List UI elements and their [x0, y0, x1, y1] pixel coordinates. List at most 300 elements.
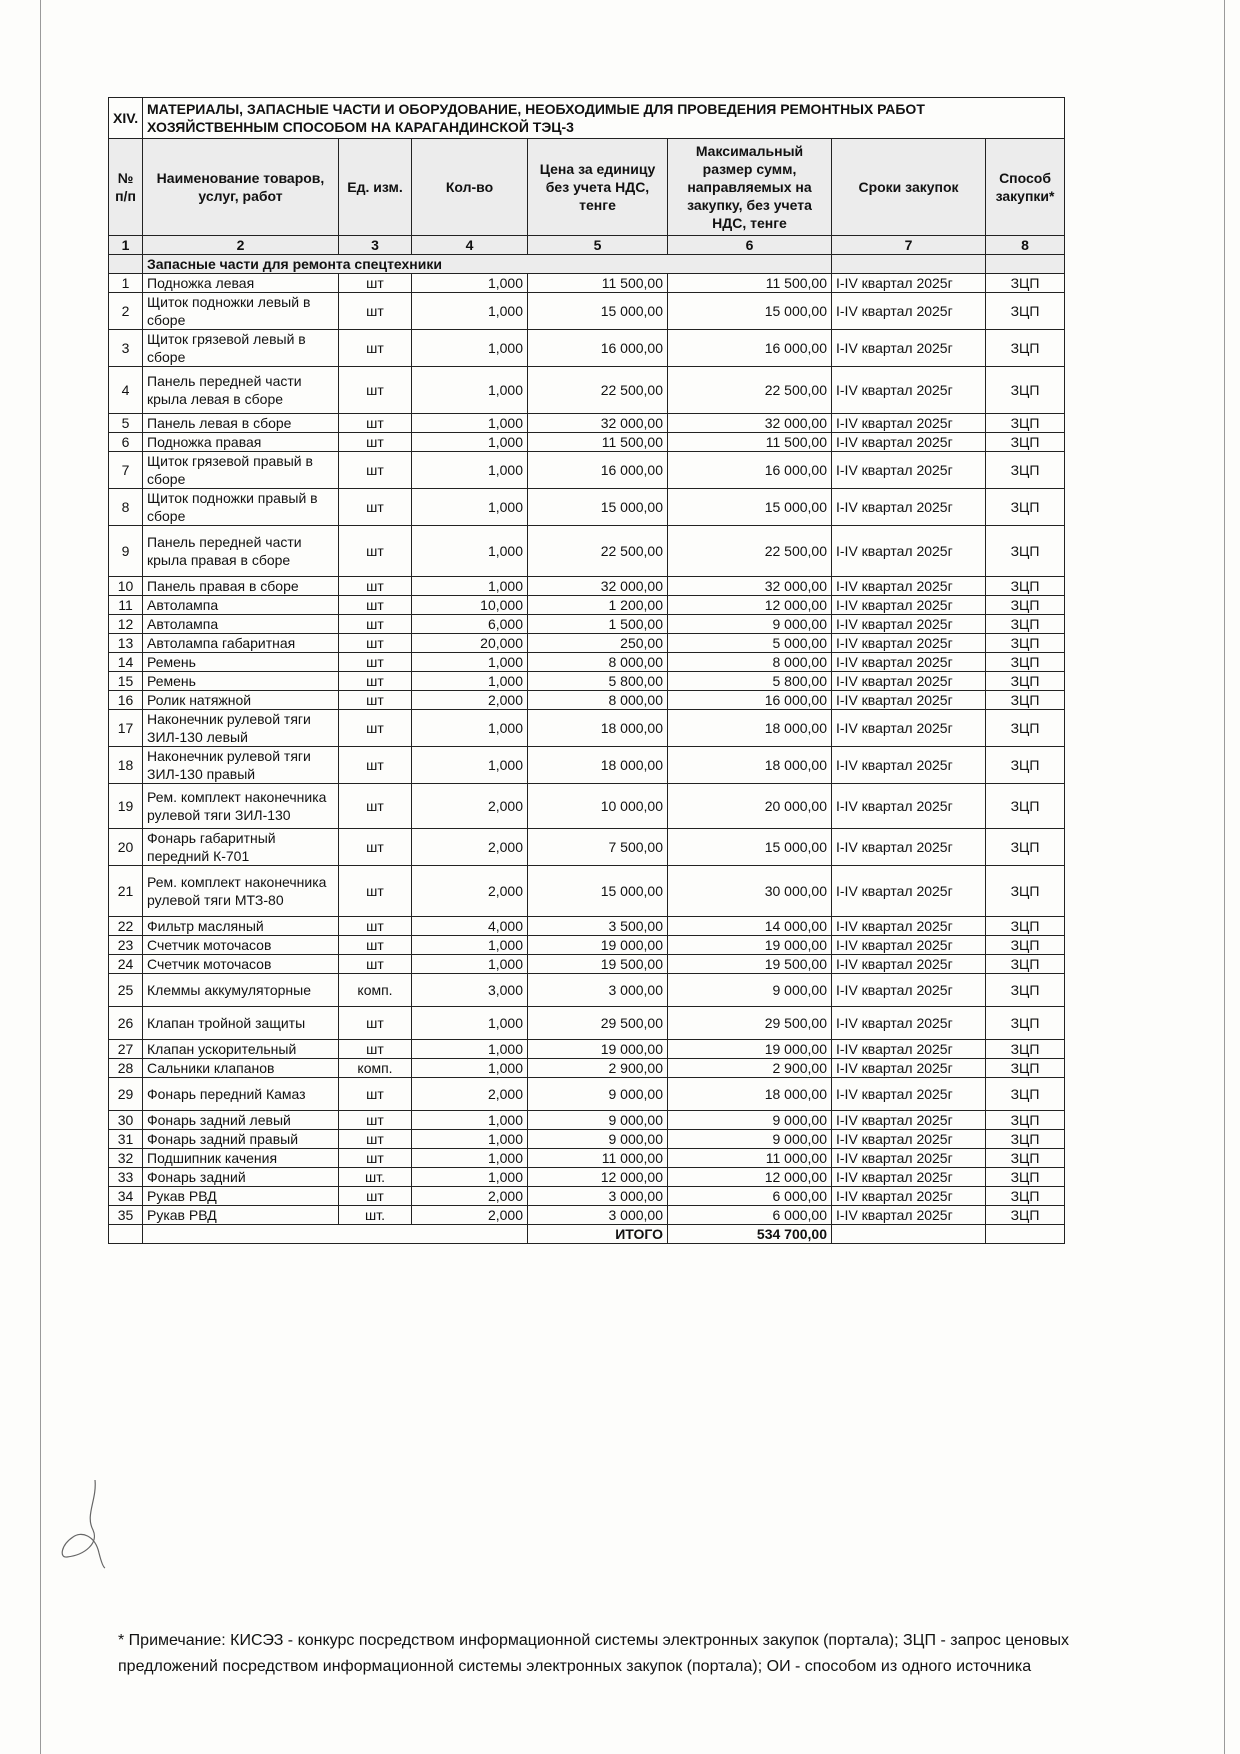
- procurement-method-cell: ЗЦП: [986, 747, 1065, 784]
- unit-price-cell: 9 000,00: [528, 1130, 668, 1149]
- procurement-term-cell: I-IV квартал 2025г: [832, 489, 986, 526]
- quantity-cell: 1,000: [412, 293, 528, 330]
- procurement-method-cell: ЗЦП: [986, 691, 1065, 710]
- quantity-cell: 2,000: [412, 784, 528, 829]
- procurement-term-cell: I-IV квартал 2025г: [832, 526, 986, 577]
- procurement-method-cell: ЗЦП: [986, 293, 1065, 330]
- item-name: Фонарь задний правый: [143, 1130, 339, 1149]
- procurement-term-cell: I-IV квартал 2025г: [832, 784, 986, 829]
- row-number: 13: [109, 634, 143, 653]
- row-number: 12: [109, 615, 143, 634]
- unit-cell: шт: [339, 829, 412, 866]
- unit-price-cell: 11 500,00: [528, 274, 668, 293]
- unit-price-cell: 15 000,00: [528, 866, 668, 917]
- unit-cell: шт: [339, 489, 412, 526]
- row-number: 28: [109, 1059, 143, 1078]
- procurement-term-cell: I-IV квартал 2025г: [832, 1130, 986, 1149]
- max-sum-cell: 29 500,00: [668, 1007, 832, 1040]
- procurement-term-cell: I-IV квартал 2025г: [832, 936, 986, 955]
- table-row: [109, 489, 1065, 526]
- page-edge-line: [40, 0, 41, 1754]
- unit-cell: шт: [339, 1149, 412, 1168]
- item-name: Ремень: [143, 653, 339, 672]
- column-number: 4: [412, 236, 528, 255]
- unit-cell: шт: [339, 747, 412, 784]
- item-name: Рем. комплект наконечника рулевой тяги ЗИЛ-130: [143, 784, 339, 829]
- row-number: 6: [109, 433, 143, 452]
- quantity-cell: 1,000: [412, 1007, 528, 1040]
- column-number-row: [109, 236, 1065, 255]
- max-sum-cell: 19 000,00: [668, 1040, 832, 1059]
- row-number: 27: [109, 1040, 143, 1059]
- procurement-term-cell: I-IV квартал 2025г: [832, 829, 986, 866]
- unit-price-cell: 22 500,00: [528, 526, 668, 577]
- procurement-term-cell: I-IV квартал 2025г: [832, 1206, 986, 1225]
- unit-cell: шт: [339, 936, 412, 955]
- category-label: Запасные части для ремонта спецтехники: [143, 255, 832, 274]
- category-row: [109, 255, 1065, 274]
- unit-price-cell: 9 000,00: [528, 1078, 668, 1111]
- procurement-term-cell: I-IV квартал 2025г: [832, 866, 986, 917]
- category-blank-cell: [109, 255, 143, 274]
- unit-cell: шт: [339, 577, 412, 596]
- header-cell: Способ закупки*: [986, 139, 1065, 236]
- unit-price-cell: 19 500,00: [528, 955, 668, 974]
- unit-cell: комп.: [339, 974, 412, 1007]
- row-number: 7: [109, 452, 143, 489]
- unit-cell: шт: [339, 1040, 412, 1059]
- table-row: [109, 1059, 1065, 1078]
- unit-cell: шт: [339, 452, 412, 489]
- max-sum-cell: 6 000,00: [668, 1187, 832, 1206]
- item-name: Рукав РВД: [143, 1187, 339, 1206]
- max-sum-cell: 11 500,00: [668, 433, 832, 452]
- quantity-cell: 1,000: [412, 710, 528, 747]
- max-sum-cell: 9 000,00: [668, 615, 832, 634]
- procurement-term-cell: I-IV квартал 2025г: [832, 747, 986, 784]
- row-number: 23: [109, 936, 143, 955]
- quantity-cell: 1,000: [412, 936, 528, 955]
- total-label: ИТОГО: [528, 1225, 668, 1244]
- total-row: [109, 1225, 1065, 1244]
- row-number: 4: [109, 367, 143, 414]
- procurement-table: [108, 97, 1065, 1244]
- table-row: [109, 1168, 1065, 1187]
- unit-cell: шт: [339, 1130, 412, 1149]
- max-sum-cell: 32 000,00: [668, 577, 832, 596]
- procurement-method-cell: ЗЦП: [986, 489, 1065, 526]
- max-sum-cell: 9 000,00: [668, 974, 832, 1007]
- procurement-term-cell: I-IV квартал 2025г: [832, 414, 986, 433]
- header-cell: Сроки закупок: [832, 139, 986, 236]
- procurement-term-cell: I-IV квартал 2025г: [832, 433, 986, 452]
- procurement-method-cell: ЗЦП: [986, 274, 1065, 293]
- procurement-method-cell: ЗЦП: [986, 1007, 1065, 1040]
- row-number: 17: [109, 710, 143, 747]
- quantity-cell: 6,000: [412, 615, 528, 634]
- row-number: 14: [109, 653, 143, 672]
- unit-price-cell: 15 000,00: [528, 489, 668, 526]
- row-number: 35: [109, 1206, 143, 1225]
- quantity-cell: 1,000: [412, 526, 528, 577]
- max-sum-cell: 9 000,00: [668, 1111, 832, 1130]
- row-number: 8: [109, 489, 143, 526]
- item-name: Ремень: [143, 672, 339, 691]
- procurement-term-cell: I-IV квартал 2025г: [832, 955, 986, 974]
- item-name: Ролик натяжной: [143, 691, 339, 710]
- table-row: [109, 433, 1065, 452]
- procurement-term-cell: I-IV квартал 2025г: [832, 917, 986, 936]
- max-sum-cell: 32 000,00: [668, 414, 832, 433]
- procurement-method-cell: ЗЦП: [986, 710, 1065, 747]
- procurement-term-cell: I-IV квартал 2025г: [832, 1078, 986, 1111]
- unit-price-cell: 5 800,00: [528, 672, 668, 691]
- header-cell: Цена за единицу без учета НДС, тенге: [528, 139, 668, 236]
- unit-cell: шт: [339, 710, 412, 747]
- row-number: 31: [109, 1130, 143, 1149]
- max-sum-cell: 16 000,00: [668, 330, 832, 367]
- table-row: [109, 615, 1065, 634]
- max-sum-cell: 5 800,00: [668, 672, 832, 691]
- unit-price-cell: 12 000,00: [528, 1168, 668, 1187]
- procurement-method-cell: ЗЦП: [986, 1078, 1065, 1111]
- item-name: Автолампа: [143, 615, 339, 634]
- table-row: [109, 1007, 1065, 1040]
- procurement-method-cell: ЗЦП: [986, 526, 1065, 577]
- procurement-term-cell: I-IV квартал 2025г: [832, 974, 986, 1007]
- item-name: Фонарь передний Камаз: [143, 1078, 339, 1111]
- procurement-method-cell: ЗЦП: [986, 414, 1065, 433]
- item-name: Автолампа: [143, 596, 339, 615]
- total-blank-cell: [143, 1225, 528, 1244]
- unit-cell: шт: [339, 917, 412, 936]
- item-name: Клеммы аккумуляторные: [143, 974, 339, 1007]
- max-sum-cell: 18 000,00: [668, 1078, 832, 1111]
- quantity-cell: 1,000: [412, 1111, 528, 1130]
- unit-cell: шт.: [339, 1206, 412, 1225]
- procurement-term-cell: I-IV квартал 2025г: [832, 672, 986, 691]
- max-sum-cell: 12 000,00: [668, 1168, 832, 1187]
- unit-price-cell: 3 000,00: [528, 974, 668, 1007]
- max-sum-cell: 12 000,00: [668, 596, 832, 615]
- section-title: МАТЕРИАЛЫ, ЗАПАСНЫЕ ЧАСТИ И ОБОРУДОВАНИЕ, НЕОБХОДИМЫЕ ДЛЯ ПРОВЕДЕНИЯ РЕМОНТНЫХ РАБОТ ХОЗЯЙСТВЕННЫМ СПОСОБОМ НА КАРАГАНДИНСКОЙ ТЭЦ-3: [143, 98, 1065, 139]
- procurement-term-cell: I-IV квартал 2025г: [832, 710, 986, 747]
- table-row: [109, 955, 1065, 974]
- unit-price-cell: 19 000,00: [528, 936, 668, 955]
- item-name: Фонарь габаритный передний К-701: [143, 829, 339, 866]
- item-name: Счетчик моточасов: [143, 955, 339, 974]
- unit-cell: шт: [339, 866, 412, 917]
- unit-cell: комп.: [339, 1059, 412, 1078]
- quantity-cell: 20,000: [412, 634, 528, 653]
- row-number: 1: [109, 274, 143, 293]
- procurement-method-cell: ЗЦП: [986, 596, 1065, 615]
- procurement-term-cell: I-IV квартал 2025г: [832, 653, 986, 672]
- table-row: [109, 1149, 1065, 1168]
- unit-cell: шт: [339, 330, 412, 367]
- table-row: [109, 1130, 1065, 1149]
- table-row: [109, 330, 1065, 367]
- quantity-cell: 2,000: [412, 866, 528, 917]
- quantity-cell: 1,000: [412, 452, 528, 489]
- unit-price-cell: 2 900,00: [528, 1059, 668, 1078]
- item-name: Наконечник рулевой тяги ЗИЛ-130 правый: [143, 747, 339, 784]
- procurement-method-cell: ЗЦП: [986, 577, 1065, 596]
- row-number: 15: [109, 672, 143, 691]
- max-sum-cell: 11 500,00: [668, 274, 832, 293]
- item-name: Подшипник качения: [143, 1149, 339, 1168]
- max-sum-cell: 16 000,00: [668, 452, 832, 489]
- item-name: Подножка правая: [143, 433, 339, 452]
- max-sum-cell: 30 000,00: [668, 866, 832, 917]
- item-name: Щиток грязевой левый в сборе: [143, 330, 339, 367]
- section-title-row: [109, 98, 1065, 139]
- item-name: Щиток подножки левый в сборе: [143, 293, 339, 330]
- procurement-term-cell: I-IV квартал 2025г: [832, 1187, 986, 1206]
- row-number: 19: [109, 784, 143, 829]
- row-number: 30: [109, 1111, 143, 1130]
- max-sum-cell: 14 000,00: [668, 917, 832, 936]
- unit-cell: шт: [339, 414, 412, 433]
- row-number: 26: [109, 1007, 143, 1040]
- unit-price-cell: 10 000,00: [528, 784, 668, 829]
- unit-price-cell: 29 500,00: [528, 1007, 668, 1040]
- max-sum-cell: 5 000,00: [668, 634, 832, 653]
- procurement-method-cell: ЗЦП: [986, 936, 1065, 955]
- procurement-method-cell: ЗЦП: [986, 330, 1065, 367]
- unit-price-cell: 11 000,00: [528, 1149, 668, 1168]
- procurement-method-cell: ЗЦП: [986, 1168, 1065, 1187]
- item-name: Рем. комплект наконечника рулевой тяги МТЗ-80: [143, 866, 339, 917]
- unit-price-cell: 32 000,00: [528, 414, 668, 433]
- procurement-term-cell: I-IV квартал 2025г: [832, 577, 986, 596]
- procurement-method-cell: ЗЦП: [986, 634, 1065, 653]
- column-number: 5: [528, 236, 668, 255]
- unit-cell: шт: [339, 653, 412, 672]
- header-cell: Наименование товаров, услуг, работ: [143, 139, 339, 236]
- table-row: [109, 829, 1065, 866]
- row-number: 29: [109, 1078, 143, 1111]
- max-sum-cell: 11 000,00: [668, 1149, 832, 1168]
- category-blank-cell: [832, 255, 986, 274]
- item-name: Щиток подножки правый в сборе: [143, 489, 339, 526]
- unit-price-cell: 16 000,00: [528, 452, 668, 489]
- procurement-term-cell: I-IV квартал 2025г: [832, 293, 986, 330]
- quantity-cell: 1,000: [412, 414, 528, 433]
- max-sum-cell: 15 000,00: [668, 293, 832, 330]
- procurement-term-cell: I-IV квартал 2025г: [832, 1059, 986, 1078]
- header-cell: Кол-во: [412, 139, 528, 236]
- procurement-term-cell: I-IV квартал 2025г: [832, 691, 986, 710]
- table-row: [109, 634, 1065, 653]
- unit-price-cell: 8 000,00: [528, 653, 668, 672]
- max-sum-cell: 16 000,00: [668, 691, 832, 710]
- unit-cell: шт: [339, 1111, 412, 1130]
- unit-cell: шт: [339, 1187, 412, 1206]
- column-number: 7: [832, 236, 986, 255]
- procurement-term-cell: I-IV квартал 2025г: [832, 634, 986, 653]
- max-sum-cell: 22 500,00: [668, 367, 832, 414]
- procurement-method-cell: ЗЦП: [986, 784, 1065, 829]
- table-row: [109, 866, 1065, 917]
- procurement-method-cell: ЗЦП: [986, 653, 1065, 672]
- unit-cell: шт: [339, 784, 412, 829]
- quantity-cell: 2,000: [412, 1187, 528, 1206]
- procurement-term-cell: I-IV квартал 2025г: [832, 1111, 986, 1130]
- procurement-method-cell: ЗЦП: [986, 866, 1065, 917]
- max-sum-cell: 9 000,00: [668, 1130, 832, 1149]
- unit-price-cell: 11 500,00: [528, 433, 668, 452]
- footnote: * Примечание: КИСЭЗ - конкурс посредством информационной системы электронных закупок (портала); ЗЦП - запрос ценовых предложений посредством информационной системы электронных закупок (портала); ОИ - способом из одного источника: [118, 1632, 1069, 1675]
- unit-cell: шт.: [339, 1168, 412, 1187]
- table-row: [109, 917, 1065, 936]
- item-name: Щиток грязевой правый в сборе: [143, 452, 339, 489]
- row-number: 5: [109, 414, 143, 433]
- procurement-method-cell: ЗЦП: [986, 1130, 1065, 1149]
- item-name: Фильтр масляный: [143, 917, 339, 936]
- max-sum-cell: 2 900,00: [668, 1059, 832, 1078]
- procurement-term-cell: I-IV квартал 2025г: [832, 367, 986, 414]
- row-number: 3: [109, 330, 143, 367]
- quantity-cell: 1,000: [412, 274, 528, 293]
- table-row: [109, 1187, 1065, 1206]
- column-number: 3: [339, 236, 412, 255]
- max-sum-cell: 18 000,00: [668, 747, 832, 784]
- quantity-cell: 1,000: [412, 577, 528, 596]
- quantity-cell: 4,000: [412, 917, 528, 936]
- unit-cell: шт: [339, 634, 412, 653]
- row-number: 2: [109, 293, 143, 330]
- table-row: [109, 710, 1065, 747]
- quantity-cell: 2,000: [412, 691, 528, 710]
- row-number: 20: [109, 829, 143, 866]
- item-name: Автолампа габаритная: [143, 634, 339, 653]
- item-name: Панель передней части крыла правая в сборе: [143, 526, 339, 577]
- unit-cell: шт: [339, 526, 412, 577]
- total-blank-cell: [109, 1225, 143, 1244]
- unit-price-cell: 1 500,00: [528, 615, 668, 634]
- table-row: [109, 784, 1065, 829]
- quantity-cell: 1,000: [412, 1059, 528, 1078]
- procurement-method-cell: ЗЦП: [986, 917, 1065, 936]
- table-row: [109, 1078, 1065, 1111]
- item-name: Сальники клапанов: [143, 1059, 339, 1078]
- procurement-method-cell: ЗЦП: [986, 367, 1065, 414]
- row-number: 10: [109, 577, 143, 596]
- unit-cell: шт: [339, 433, 412, 452]
- item-name: Рукав РВД: [143, 1206, 339, 1225]
- table-row: [109, 367, 1065, 414]
- item-name: Панель правая в сборе: [143, 577, 339, 596]
- max-sum-cell: 18 000,00: [668, 710, 832, 747]
- procurement-method-cell: ЗЦП: [986, 1059, 1065, 1078]
- quantity-cell: 2,000: [412, 829, 528, 866]
- table-row: [109, 452, 1065, 489]
- column-number: 8: [986, 236, 1065, 255]
- quantity-cell: 2,000: [412, 1078, 528, 1111]
- unit-price-cell: 32 000,00: [528, 577, 668, 596]
- row-number: 22: [109, 917, 143, 936]
- table-row: [109, 974, 1065, 1007]
- table-row: [109, 596, 1065, 615]
- max-sum-cell: 19 500,00: [668, 955, 832, 974]
- table-row: [109, 747, 1065, 784]
- procurement-term-cell: I-IV квартал 2025г: [832, 1040, 986, 1059]
- procurement-term-cell: I-IV квартал 2025г: [832, 1168, 986, 1187]
- quantity-cell: 3,000: [412, 974, 528, 1007]
- procurement-method-cell: ЗЦП: [986, 829, 1065, 866]
- table-row: [109, 1111, 1065, 1130]
- unit-cell: шт: [339, 1078, 412, 1111]
- unit-price-cell: 18 000,00: [528, 747, 668, 784]
- signature-mark: [55, 1475, 115, 1570]
- row-number: 16: [109, 691, 143, 710]
- quantity-cell: 1,000: [412, 367, 528, 414]
- unit-price-cell: 15 000,00: [528, 293, 668, 330]
- unit-cell: шт: [339, 596, 412, 615]
- quantity-cell: 2,000: [412, 1206, 528, 1225]
- item-name: Фонарь задний: [143, 1168, 339, 1187]
- procurement-method-cell: ЗЦП: [986, 1187, 1065, 1206]
- max-sum-cell: 22 500,00: [668, 526, 832, 577]
- total-value: 534 700,00: [668, 1225, 832, 1244]
- item-name: Клапан ускорительный: [143, 1040, 339, 1059]
- unit-price-cell: 16 000,00: [528, 330, 668, 367]
- row-number: 11: [109, 596, 143, 615]
- procurement-method-cell: ЗЦП: [986, 672, 1065, 691]
- page-edge-line: [1224, 0, 1225, 1754]
- unit-price-cell: 7 500,00: [528, 829, 668, 866]
- procurement-term-cell: I-IV квартал 2025г: [832, 615, 986, 634]
- procurement-method-cell: ЗЦП: [986, 615, 1065, 634]
- quantity-cell: 1,000: [412, 1149, 528, 1168]
- table-row: [109, 672, 1065, 691]
- unit-cell: шт: [339, 274, 412, 293]
- unit-price-cell: 1 200,00: [528, 596, 668, 615]
- procurement-term-cell: I-IV квартал 2025г: [832, 1007, 986, 1040]
- row-number: 21: [109, 866, 143, 917]
- quantity-cell: 1,000: [412, 489, 528, 526]
- table-body: [109, 98, 1065, 1244]
- procurement-term-cell: I-IV квартал 2025г: [832, 452, 986, 489]
- category-blank-cell: [986, 255, 1065, 274]
- unit-cell: шт: [339, 691, 412, 710]
- procurement-method-cell: ЗЦП: [986, 1111, 1065, 1130]
- unit-cell: шт: [339, 955, 412, 974]
- item-name: Счетчик моточасов: [143, 936, 339, 955]
- column-number: 1: [109, 236, 143, 255]
- row-number: 32: [109, 1149, 143, 1168]
- table-row: [109, 526, 1065, 577]
- item-name: Фонарь задний левый: [143, 1111, 339, 1130]
- section-number: XIV.: [109, 98, 143, 139]
- unit-price-cell: 3 000,00: [528, 1187, 668, 1206]
- quantity-cell: 1,000: [412, 433, 528, 452]
- row-number: 24: [109, 955, 143, 974]
- total-blank-cell: [832, 1225, 986, 1244]
- unit-cell: шт: [339, 615, 412, 634]
- procurement-term-cell: I-IV квартал 2025г: [832, 1149, 986, 1168]
- quantity-cell: 1,000: [412, 955, 528, 974]
- total-blank-cell: [986, 1225, 1065, 1244]
- procurement-method-cell: ЗЦП: [986, 974, 1065, 1007]
- unit-cell: шт: [339, 672, 412, 691]
- unit-price-cell: 19 000,00: [528, 1040, 668, 1059]
- procurement-method-cell: ЗЦП: [986, 433, 1065, 452]
- unit-cell: шт: [339, 367, 412, 414]
- max-sum-cell: 20 000,00: [668, 784, 832, 829]
- header-cell: Максимальный размер сумм, направляемых на закупку, без учета НДС, тенге: [668, 139, 832, 236]
